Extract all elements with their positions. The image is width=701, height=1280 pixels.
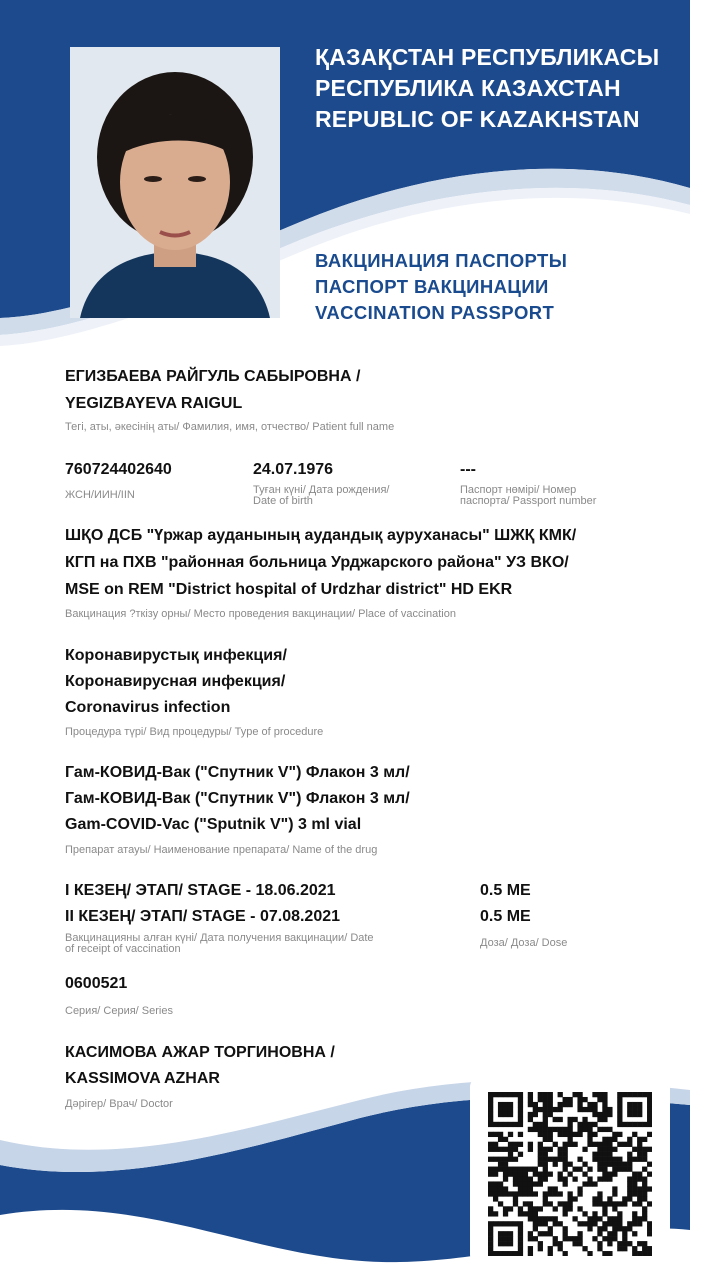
patient-name: [65, 363, 360, 417]
vaccination-stages: [65, 878, 340, 930]
passport-label-line2: паспорта/ Passport number: [460, 495, 597, 507]
dob-label-line2: Date of birth: [253, 495, 313, 507]
procedure-label: Процедура түрі/ Вид процедуры/ Type of procedure: [65, 726, 324, 738]
procedure-line-kz: Коронавирустық инфекция/: [65, 647, 287, 664]
patient-name-latin: YEGIZBAYEVA RAIGUL: [65, 395, 243, 412]
drug-line-kz: Гам-КОВИД-Вак ("Спутник V") Флакон 3 мл/: [65, 764, 410, 781]
country-name-ru: РЕСПУБЛИКА КАЗАХСТАН: [315, 75, 621, 101]
drug-line-en: Gam-COVID-Vac ("Sputnik V") 3 ml vial: [65, 816, 362, 833]
document-title-en: VACCINATION PASSPORT: [315, 302, 555, 323]
stage-1: I КЕЗЕҢ/ ЭТАП/ STAGE - 18.06.2021: [65, 882, 336, 899]
passport-number-label: [460, 485, 596, 507]
drug-line-ru: Гам-КОВИД-Вак ("Спутник V") Флакон 3 мл/: [65, 790, 410, 807]
dose-1: 0.5 МЕ: [480, 882, 531, 899]
drug-label: Препарат атауы/ Наименование препарата/ Name of the drug: [65, 844, 378, 856]
procedure-line-en: Coronavirus infection: [65, 699, 231, 716]
doctor-name-cyrillic: КАСИМОВА АЖАР ТОРГИНОВНА /: [65, 1044, 335, 1061]
country-name-kz: ҚАЗАҚСТАН РЕСПУБЛИКАСЫ: [315, 44, 660, 70]
stage-2: II КЕЗЕҢ/ ЭТАП/ STAGE - 07.08.2021: [65, 908, 341, 925]
date-label-line1: Вакцинацияны алған күні/ Дата получения вакцинации/ Date: [65, 932, 374, 944]
vaccination-date-label: [65, 933, 374, 955]
place-line-ru: КГП на ПХВ "районная больница Урджарского района" УЗ ВКО/: [65, 554, 569, 571]
issuing-country: [315, 42, 659, 135]
place-line-kz: ШҚО ДСБ "Үржар ауданының аудандық ауруханасы" ШЖҚ КМК/: [65, 527, 577, 544]
passport-label-line1: Паспорт нөмірі/ Номер: [460, 484, 577, 496]
iin-value: 760724402640: [65, 461, 172, 478]
doses: [480, 878, 531, 930]
person-portrait-icon: [70, 47, 280, 318]
document-title-ru: ПАСПОРТ ВАКЦИНАЦИИ: [315, 276, 549, 297]
patient-name-cyrillic: ЕГИЗБАЕВА РАЙГУЛЬ САБЫРОВНА /: [65, 368, 361, 385]
patient-photo: [70, 47, 280, 318]
doctor-name-latin: KASSIMOVA AZHAR: [65, 1070, 220, 1087]
doctor-label: Дәрігер/ Врач/ Doctor: [65, 1098, 173, 1110]
country-name-en: REPUBLIC OF KAZAKHSTAN: [315, 106, 640, 132]
dose-2: 0.5 МЕ: [480, 908, 531, 925]
document-title: [315, 248, 567, 326]
patient-name-label: Тегі, аты, әкесінің аты/ Фамилия, имя, отчество/ Patient full name: [65, 421, 395, 433]
series-label: Серия/ Серия/ Series: [65, 1005, 173, 1017]
series-value: 0600521: [65, 975, 128, 992]
procedure-line-ru: Коронавирусная инфекция/: [65, 673, 286, 690]
dob-label: [253, 485, 389, 507]
dose-label: Доза/ Доза/ Dose: [480, 937, 568, 949]
place-line-en: MSE on REM "District hospital of Urdzhar district" HD EKR: [65, 581, 513, 598]
place-of-vaccination: [65, 522, 576, 603]
dob-value: 24.07.1976: [253, 461, 334, 478]
document-title-kz: ВАКЦИНАЦИЯ ПАСПОРТЫ: [315, 250, 568, 271]
iin-label: ЖСН/ИИН/IIN: [65, 489, 135, 501]
drug-name: [65, 760, 410, 838]
qr-code-icon: [488, 1092, 652, 1256]
procedure-type: [65, 643, 287, 721]
dob-label-line1: Туған күні/ Дата рождения/: [253, 484, 390, 496]
date-label-line2: of receipt of vaccination: [65, 943, 181, 955]
passport-number-value: ---: [460, 461, 476, 478]
place-label: Вакцинация ?ткізу орны/ Место проведения вакцинации/ Place of vaccination: [65, 608, 456, 620]
doctor-name: [65, 1040, 335, 1092]
